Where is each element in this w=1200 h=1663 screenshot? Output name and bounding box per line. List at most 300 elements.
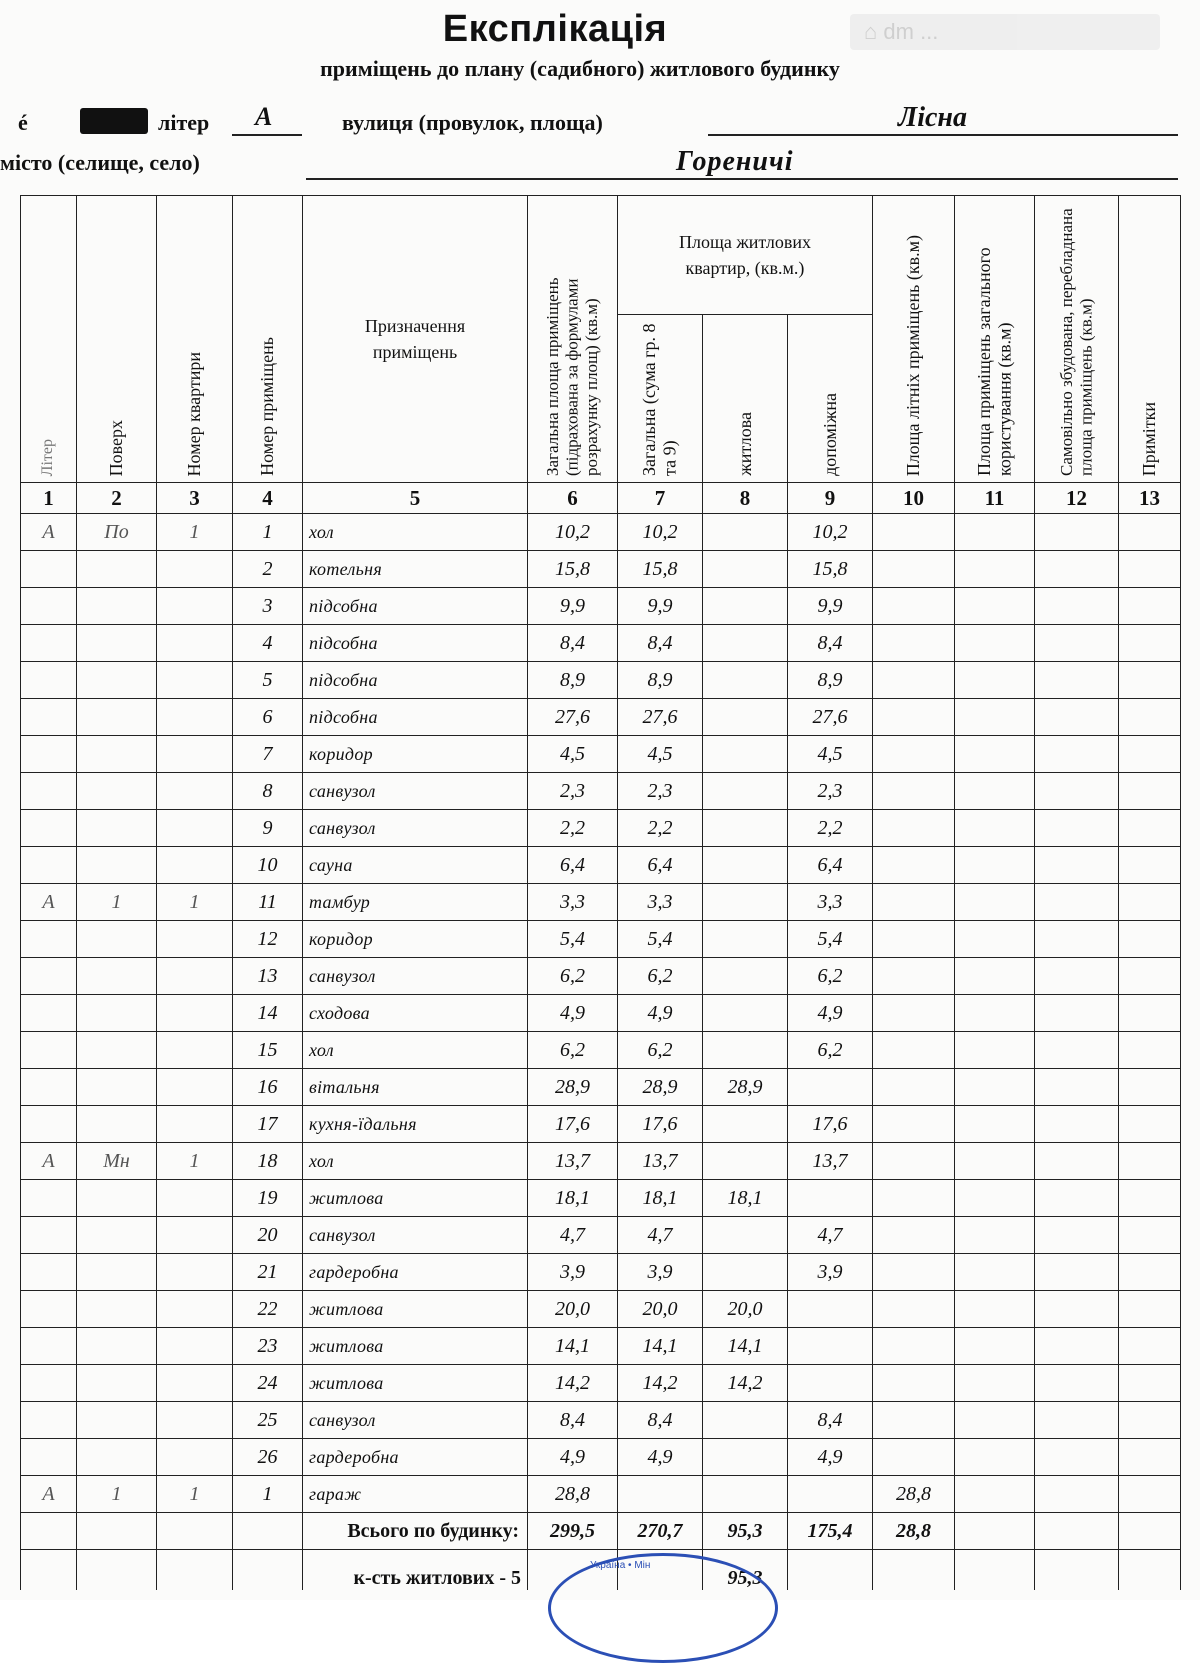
explication-table (20, 195, 1181, 1590)
cell-empty (955, 773, 1035, 810)
cell-living: 18,1 (703, 1180, 788, 1217)
cell-empty (955, 1291, 1035, 1328)
cell-floor (77, 662, 157, 699)
cell-empty (1119, 588, 1181, 625)
cell-total-area: 3,9 (528, 1254, 618, 1291)
total-auxiliary-area: 175,4 (788, 1513, 873, 1550)
cell-auxiliary: 6,2 (788, 958, 873, 995)
header-liter: Літер (21, 196, 77, 483)
cell-liter: А (21, 514, 77, 551)
cell-empty (1119, 514, 1181, 551)
cell-room-number: 6 (233, 699, 303, 736)
cell-empty (955, 847, 1035, 884)
cell-empty (955, 921, 1035, 958)
cell-floor (77, 1291, 157, 1328)
cell-room-number: 2 (233, 551, 303, 588)
table-row (21, 773, 1181, 810)
cell-empty (955, 1106, 1035, 1143)
cell-auxiliary: 4,7 (788, 1217, 873, 1254)
cell-apartment-total: 4,9 (618, 1439, 703, 1476)
header-room-purpose: Призначення приміщень (303, 196, 528, 483)
header-notes: Примітки (1119, 196, 1181, 483)
cell-floor: По (77, 514, 157, 551)
cell-empty (1119, 921, 1181, 958)
cell-apartment-total (618, 1476, 703, 1513)
cell-apartment (157, 699, 233, 736)
cell-empty (1035, 588, 1119, 625)
cell-purpose: санвузол (303, 1217, 528, 1254)
cell-purpose: санвузол (303, 958, 528, 995)
cell-auxiliary (788, 1476, 873, 1513)
cell-empty (955, 736, 1035, 773)
cell-apartment-total: 5,4 (618, 921, 703, 958)
table-row (21, 1032, 1181, 1069)
cell-empty (1035, 1106, 1119, 1143)
cell-liter (21, 958, 77, 995)
cell-floor: 1 (77, 884, 157, 921)
cell-empty (1035, 1439, 1119, 1476)
table-row (21, 1402, 1181, 1439)
cell-empty (1119, 773, 1181, 810)
cell-floor (77, 625, 157, 662)
cell-room-number: 15 (233, 1032, 303, 1069)
cell-auxiliary (788, 1291, 873, 1328)
table-row (21, 1476, 1181, 1513)
cell-purpose: гардеробна (303, 1254, 528, 1291)
cell-apartment-total: 3,9 (618, 1254, 703, 1291)
cell-floor (77, 1069, 157, 1106)
document-subtitle: приміщень до плану (садибного) житлового будинку (320, 56, 840, 81)
cell-liter (21, 921, 77, 958)
cell-apartment-total: 2,2 (618, 810, 703, 847)
cell-room-number: 19 (233, 1180, 303, 1217)
cell-purpose: хол (303, 1032, 528, 1069)
table-row (21, 1217, 1181, 1254)
cell-apartment (157, 1032, 233, 1069)
cell-liter (21, 1291, 77, 1328)
cell-empty (1119, 1254, 1181, 1291)
cell-purpose: житлова (303, 1365, 528, 1402)
cell-empty (1119, 810, 1181, 847)
column-number: 8 (703, 483, 788, 514)
cell-total-area: 28,8 (528, 1476, 618, 1513)
cell-apartment (157, 625, 233, 662)
column-number: 9 (788, 483, 873, 514)
cell-room-number: 8 (233, 773, 303, 810)
table-row (21, 995, 1181, 1032)
cell-auxiliary: 9,9 (788, 588, 873, 625)
column-numbers-row (21, 483, 1181, 514)
cell-summer (873, 1032, 955, 1069)
cell-living (703, 773, 788, 810)
cell-purpose: котельня (303, 551, 528, 588)
cell-apartment (157, 1217, 233, 1254)
cell-total-area: 20,0 (528, 1291, 618, 1328)
cell-empty (1035, 995, 1119, 1032)
cell-living (703, 958, 788, 995)
table-row (21, 1254, 1181, 1291)
cell-empty (955, 1180, 1035, 1217)
cell-floor (77, 1032, 157, 1069)
cell-living (703, 921, 788, 958)
cell-total-area: 4,9 (528, 995, 618, 1032)
cell-empty (1035, 625, 1119, 662)
cell-apartment (157, 810, 233, 847)
header-living: житлова (703, 315, 788, 483)
cell-floor (77, 1254, 157, 1291)
street-underline (708, 134, 1178, 136)
cell-empty (955, 551, 1035, 588)
cell-apartment-total: 4,7 (618, 1217, 703, 1254)
cell-living (703, 810, 788, 847)
cell-summer (873, 1365, 955, 1402)
cell-floor (77, 1180, 157, 1217)
cell-apartment (157, 1069, 233, 1106)
column-number: 2 (77, 483, 157, 514)
cell-apartment-total: 4,5 (618, 736, 703, 773)
cell-floor (77, 995, 157, 1032)
cell-apartment-total: 14,2 (618, 1365, 703, 1402)
cell-living (703, 1254, 788, 1291)
cell-purpose: кухня-їдальня (303, 1106, 528, 1143)
cell-empty (1119, 625, 1181, 662)
cell-apartment (157, 1365, 233, 1402)
cell-empty (1119, 884, 1181, 921)
cell-summer (873, 1402, 955, 1439)
cell-living (703, 847, 788, 884)
cell-summer (873, 1254, 955, 1291)
cell-living (703, 551, 788, 588)
cell-auxiliary: 15,8 (788, 551, 873, 588)
living-count-value: 95,3 (703, 1550, 788, 1591)
cell-room-number: 7 (233, 736, 303, 773)
cell-living (703, 588, 788, 625)
cell-floor (77, 699, 157, 736)
cell-liter (21, 1106, 77, 1143)
cell-apartment-total: 9,9 (618, 588, 703, 625)
cell-auxiliary: 2,2 (788, 810, 873, 847)
cell-empty (955, 662, 1035, 699)
cell-purpose: житлова (303, 1328, 528, 1365)
cell-apartment (157, 773, 233, 810)
cell-empty (1119, 662, 1181, 699)
cell-room-number: 10 (233, 847, 303, 884)
cell-liter (21, 847, 77, 884)
cell-empty (1035, 551, 1119, 588)
cell-floor (77, 1217, 157, 1254)
cell-empty (955, 1217, 1035, 1254)
cell-empty (1035, 884, 1119, 921)
street-label: вулиця (провулок, площа) (342, 110, 603, 135)
cell-room-number: 25 (233, 1402, 303, 1439)
cell-purpose: підсобна (303, 662, 528, 699)
column-number: 12 (1035, 483, 1119, 514)
cell-empty (1035, 958, 1119, 995)
cell-empty (1119, 847, 1181, 884)
cell-summer (873, 1291, 955, 1328)
cell-empty (1119, 1106, 1181, 1143)
cell-empty (1119, 1217, 1181, 1254)
cell-summer (873, 514, 955, 551)
cell-apartment: 1 (157, 1143, 233, 1180)
cell-summer (873, 810, 955, 847)
cell-empty (1035, 1180, 1119, 1217)
cell-empty (1035, 921, 1119, 958)
cell-apartment (157, 1402, 233, 1439)
cell-apartment-total: 14,1 (618, 1328, 703, 1365)
cell-empty (955, 810, 1035, 847)
cell-liter (21, 662, 77, 699)
cell-room-number: 17 (233, 1106, 303, 1143)
column-number: 5 (303, 483, 528, 514)
cell-purpose: хол (303, 1143, 528, 1180)
cell-apartment-total: 13,7 (618, 1143, 703, 1180)
cell-apartment (157, 662, 233, 699)
total-summer-area: 28,8 (873, 1513, 955, 1550)
cell-liter (21, 1217, 77, 1254)
cell-apartment-total: 8,4 (618, 625, 703, 662)
header-room-number: Номер приміщень (233, 196, 303, 483)
document-title: Експлікація (442, 8, 668, 50)
cell-summer (873, 551, 955, 588)
cell-empty (955, 1143, 1035, 1180)
cell-empty (1035, 699, 1119, 736)
cell-total-area: 8,9 (528, 662, 618, 699)
cell-auxiliary: 6,4 (788, 847, 873, 884)
cell-total-area: 8,4 (528, 1402, 618, 1439)
cell-summer (873, 884, 955, 921)
cell-empty (955, 1069, 1035, 1106)
table-row (21, 699, 1181, 736)
cell-floor (77, 1402, 157, 1439)
city-value: Гореничі (676, 146, 794, 177)
header-floor: Поверх (77, 196, 157, 483)
cell-room-number: 3 (233, 588, 303, 625)
cell-total-area: 2,2 (528, 810, 618, 847)
cell-empty (955, 588, 1035, 625)
cell-apartment-total: 15,8 (618, 551, 703, 588)
cell-empty (955, 1439, 1035, 1476)
cell-empty (1035, 773, 1119, 810)
cell-auxiliary: 10,2 (788, 514, 873, 551)
header-apartment-number: Номер квартири (157, 196, 233, 483)
cell-apartment-total: 27,6 (618, 699, 703, 736)
cell-floor (77, 958, 157, 995)
cell-total-area: 28,9 (528, 1069, 618, 1106)
cell-empty (1035, 810, 1119, 847)
cell-purpose: житлова (303, 1180, 528, 1217)
cell-purpose: підсобна (303, 699, 528, 736)
cell-apartment-total: 8,4 (618, 1402, 703, 1439)
cell-living: 14,1 (703, 1328, 788, 1365)
header-summer-area: Площа літніх приміщень (кв.м) (873, 196, 955, 483)
cell-room-number: 14 (233, 995, 303, 1032)
cell-living (703, 1476, 788, 1513)
cell-apartment (157, 736, 233, 773)
table-body (21, 514, 1181, 1513)
table-row (21, 1069, 1181, 1106)
cell-purpose: сходова (303, 995, 528, 1032)
cell-auxiliary: 4,5 (788, 736, 873, 773)
cell-summer (873, 921, 955, 958)
city-label: місто (селище, село) (0, 150, 200, 175)
cell-floor: 1 (77, 1476, 157, 1513)
cell-empty (955, 1254, 1035, 1291)
cell-total-area: 18,1 (528, 1180, 618, 1217)
cell-room-number: 23 (233, 1328, 303, 1365)
cell-liter (21, 1254, 77, 1291)
cell-empty (1035, 1291, 1119, 1328)
cell-summer (873, 736, 955, 773)
cell-empty (1035, 1143, 1119, 1180)
cell-purpose: підсобна (303, 588, 528, 625)
cell-room-number: 9 (233, 810, 303, 847)
cell-purpose: санвузол (303, 810, 528, 847)
cell-empty (1035, 1365, 1119, 1402)
stamp-text: Україна • Мін (590, 1560, 651, 1571)
cell-living (703, 1439, 788, 1476)
cell-auxiliary (788, 1365, 873, 1402)
cell-summer (873, 662, 955, 699)
liter-label: літер (158, 110, 210, 135)
street-value: Лісна (898, 102, 967, 133)
cell-apartment-total: 6,4 (618, 847, 703, 884)
cell-floor (77, 588, 157, 625)
cell-empty (1035, 1254, 1119, 1291)
cell-total-area: 4,7 (528, 1217, 618, 1254)
cell-living (703, 514, 788, 551)
table-row (21, 551, 1181, 588)
cell-empty (955, 1476, 1035, 1513)
cell-liter (21, 810, 77, 847)
cell-floor (77, 1328, 157, 1365)
cell-total-area: 5,4 (528, 921, 618, 958)
table-row (21, 921, 1181, 958)
cell-purpose: хол (303, 514, 528, 551)
cell-total-area: 10,2 (528, 514, 618, 551)
column-number: 1 (21, 483, 77, 514)
table-row (21, 1106, 1181, 1143)
cell-total-area: 4,9 (528, 1439, 618, 1476)
cell-purpose: коридор (303, 921, 528, 958)
column-number: 13 (1119, 483, 1181, 514)
cell-floor (77, 773, 157, 810)
cell-auxiliary: 8,9 (788, 662, 873, 699)
cell-total-area: 13,7 (528, 1143, 618, 1180)
address-line-1 (0, 102, 1200, 148)
cell-floor (77, 1439, 157, 1476)
cell-empty (1035, 662, 1119, 699)
cell-auxiliary: 4,9 (788, 1439, 873, 1476)
cell-liter (21, 736, 77, 773)
cell-room-number: 26 (233, 1439, 303, 1476)
cell-apartment-total: 10,2 (618, 514, 703, 551)
cell-empty (1035, 847, 1119, 884)
column-number: 11 (955, 483, 1035, 514)
total-living-area: 95,3 (703, 1513, 788, 1550)
cell-empty (1119, 736, 1181, 773)
cell-liter: А (21, 884, 77, 921)
cell-apartment (157, 847, 233, 884)
cell-liter (21, 625, 77, 662)
cell-empty (955, 514, 1035, 551)
cell-auxiliary (788, 1328, 873, 1365)
header-apartment-total: Загальна (сума гр. 8 та 9) (618, 315, 703, 483)
cell-total-area: 6,2 (528, 958, 618, 995)
cell-empty (1119, 995, 1181, 1032)
cell-apartment (157, 995, 233, 1032)
city-underline (306, 178, 1178, 180)
cell-empty (955, 1402, 1035, 1439)
cell-total-area: 14,2 (528, 1365, 618, 1402)
cell-living (703, 884, 788, 921)
table-row (21, 625, 1181, 662)
cell-apartment (157, 551, 233, 588)
cell-empty (1119, 1180, 1181, 1217)
cell-empty (1119, 1328, 1181, 1365)
table-row (21, 1180, 1181, 1217)
header-apartment-area-group: Площа житлових квартир, (кв.м.) (618, 196, 873, 315)
cell-total-area: 6,4 (528, 847, 618, 884)
cell-apartment (157, 1291, 233, 1328)
table-row (21, 588, 1181, 625)
house-number-label: é (18, 110, 28, 135)
cell-living: 20,0 (703, 1291, 788, 1328)
cell-summer (873, 1106, 955, 1143)
cell-living (703, 1032, 788, 1069)
cell-apartment (157, 1439, 233, 1476)
header-self-built-area: Самовільно збудована, перебладнана площа приміщень (кв.м) (1035, 196, 1119, 483)
cell-living (703, 1217, 788, 1254)
cell-room-number: 11 (233, 884, 303, 921)
cell-apartment-total: 2,3 (618, 773, 703, 810)
cell-room-number: 24 (233, 1365, 303, 1402)
cell-room-number: 16 (233, 1069, 303, 1106)
total-label: Всього по будинку: (303, 1513, 528, 1550)
cell-apartment-total: 3,3 (618, 884, 703, 921)
cell-summer (873, 1069, 955, 1106)
cell-auxiliary: 8,4 (788, 625, 873, 662)
cell-apartment-total: 28,9 (618, 1069, 703, 1106)
cell-total-area: 6,2 (528, 1032, 618, 1069)
cell-summer (873, 588, 955, 625)
cell-liter (21, 1328, 77, 1365)
cell-living (703, 995, 788, 1032)
redacted-house-number (80, 108, 148, 134)
total-area: 299,5 (528, 1513, 618, 1550)
cell-auxiliary: 13,7 (788, 1143, 873, 1180)
cell-empty (1119, 551, 1181, 588)
cell-living (703, 736, 788, 773)
cell-empty (955, 884, 1035, 921)
cell-apartment (157, 1106, 233, 1143)
cell-liter (21, 1439, 77, 1476)
cell-apartment-total: 8,9 (618, 662, 703, 699)
cell-purpose: санвузол (303, 773, 528, 810)
cell-total-area: 4,5 (528, 736, 618, 773)
cell-apartment-total: 6,2 (618, 958, 703, 995)
cell-living (703, 1106, 788, 1143)
cell-empty (1119, 1143, 1181, 1180)
cell-empty (1119, 1069, 1181, 1106)
cell-floor (77, 736, 157, 773)
background-overlay-text: ⌂ dm ... (850, 14, 1160, 50)
cell-auxiliary: 4,9 (788, 995, 873, 1032)
cell-apartment (157, 1254, 233, 1291)
cell-summer (873, 773, 955, 810)
cell-room-number: 21 (233, 1254, 303, 1291)
cell-purpose: гараж (303, 1476, 528, 1513)
